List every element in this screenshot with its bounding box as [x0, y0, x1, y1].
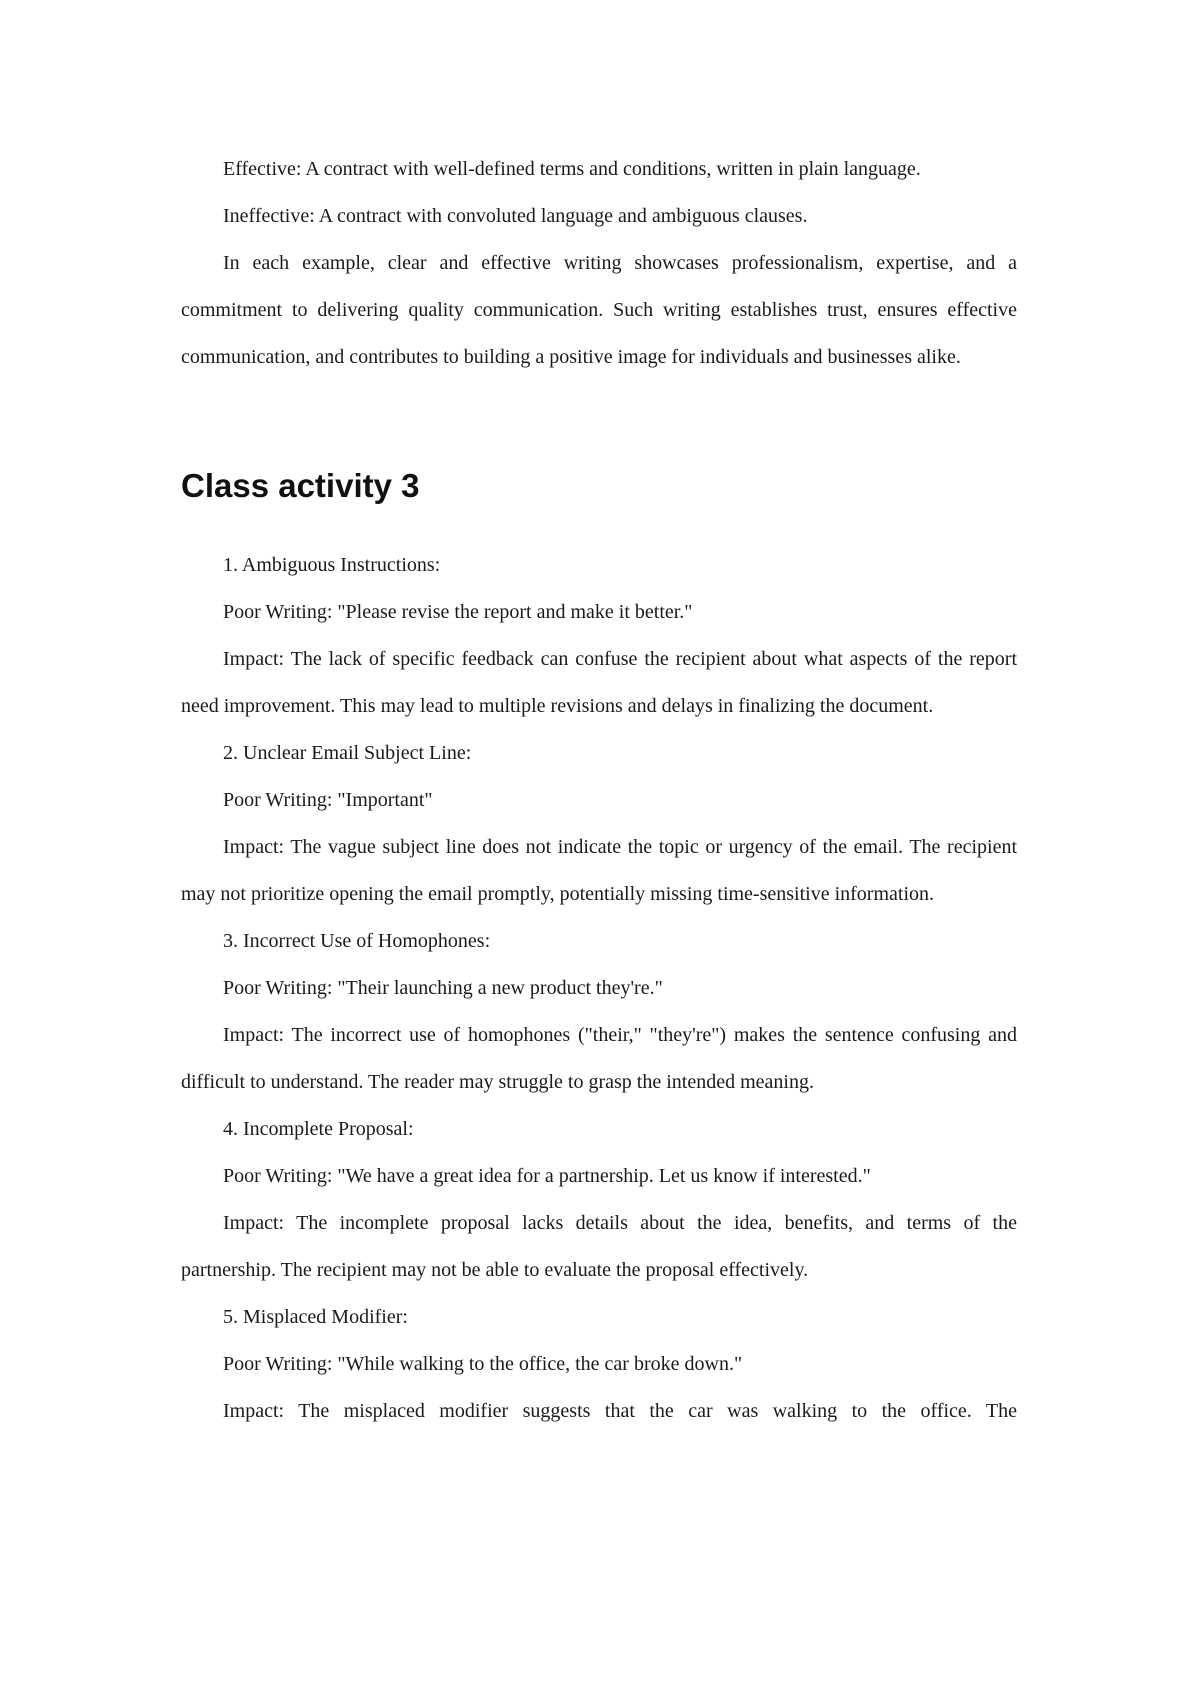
item-3-title: 3. Incorrect Use of Homophones:: [223, 930, 491, 952]
item-1-poor-writing: Poor Writing: "Please revise the report and make it better.": [223, 601, 693, 623]
item-1-impact: Impact: The lack of specific feedback can confuse the recipient about what aspects of the report need improvement. This may lead to multiple revisions and delays in finalizing the document.: [181, 648, 1017, 717]
item-1-title: 1. Ambiguous Instructions:: [223, 554, 441, 576]
paragraph-summary: In each example, clear and effective writing showcases professionalism, expertise, and a commitment to delivering quality communication. Such writing establishes trust, ensures effective communication, and contributes to building a positive image for individuals and businesses alike.: [181, 252, 1017, 368]
item-4-title: 4. Incomplete Proposal:: [223, 1118, 414, 1140]
item-5-title: 5. Misplaced Modifier:: [223, 1306, 408, 1328]
item-5-impact: Impact: The misplaced modifier suggests that the car was walking to the office. The: [223, 1400, 1017, 1422]
activity-text-block: [181, 542, 1017, 1435]
item-3-impact: Impact: The incorrect use of homophones ("their," "they're") makes the sentence confusing and difficult to understand. The reader may struggle to grasp the intended meaning.: [181, 1024, 1017, 1093]
item-5-poor-writing: Poor Writing: "While walking to the office, the car broke down.": [223, 1353, 743, 1375]
item-4-poor-writing: Poor Writing: "We have a great idea for a partnership. Let us know if interested.": [223, 1165, 871, 1187]
item-2-title: 2. Unclear Email Subject Line:: [223, 742, 472, 764]
paragraph-ineffective: Ineffective: A contract with convoluted language and ambiguous clauses.: [223, 205, 808, 227]
section-heading: Class activity 3: [181, 467, 420, 504]
intro-text-block: [181, 146, 1017, 381]
item-3-poor-writing: Poor Writing: "Their launching a new product they're.": [223, 977, 663, 999]
paragraph-effective: Effective: A contract with well-defined terms and conditions, written in plain language.: [223, 158, 921, 180]
item-2-poor-writing: Poor Writing: "Important": [223, 789, 433, 811]
item-2-impact: Impact: The vague subject line does not indicate the topic or urgency of the email. The recipient may not prioritize opening the email promptly, potentially missing time-sensitive information.: [181, 836, 1017, 905]
item-4-impact: Impact: The incomplete proposal lacks details about the idea, benefits, and terms of the partnership. The recipient may not be able to evaluate the proposal effectively.: [181, 1212, 1017, 1281]
